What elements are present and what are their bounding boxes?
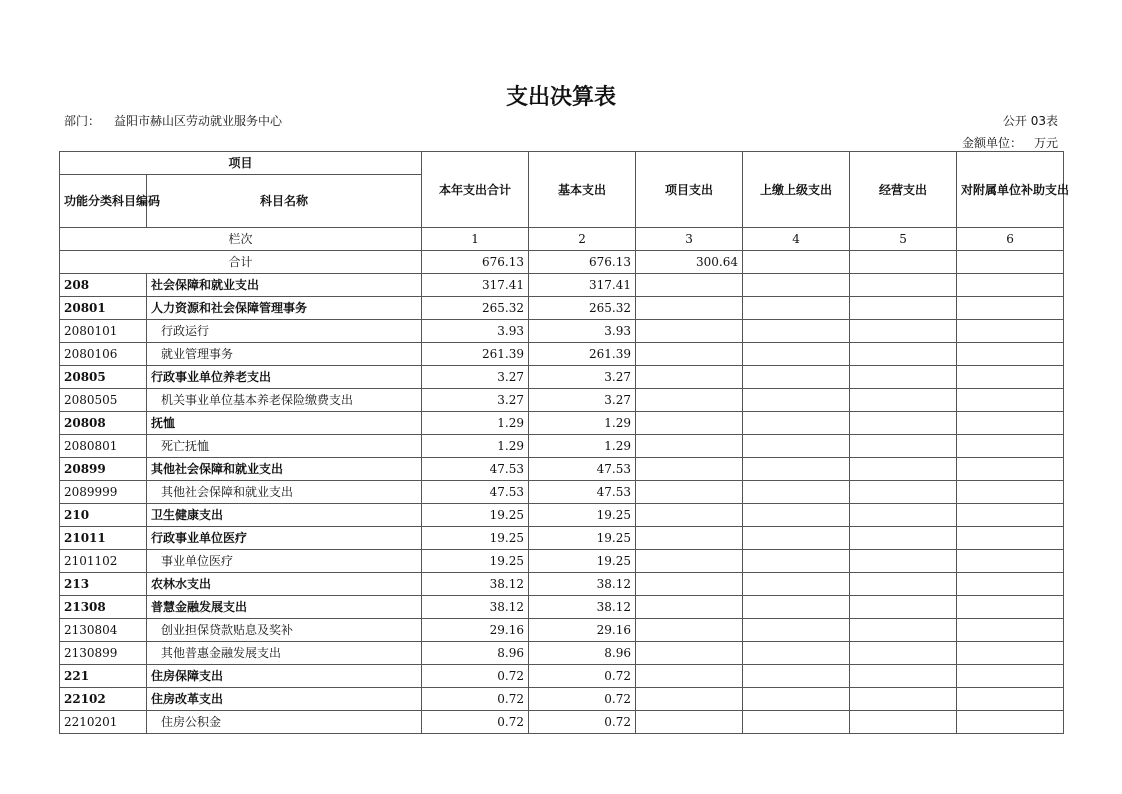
row-upper (743, 642, 850, 665)
row-subsidy (957, 435, 1064, 458)
row-total: 0.72 (422, 688, 529, 711)
row-basic: 19.25 (529, 550, 636, 573)
row-total: 38.12 (422, 573, 529, 596)
row-upper (743, 343, 850, 366)
row-basic: 38.12 (529, 573, 636, 596)
total-row-business (850, 251, 957, 274)
row-code: 22102 (60, 688, 147, 711)
row-business (850, 481, 957, 504)
table-row (60, 458, 1064, 481)
header-upper: 上缴上级支出 (743, 152, 850, 228)
table-row (60, 550, 1064, 573)
table-row (60, 688, 1064, 711)
col-index-3: 3 (636, 228, 743, 251)
header-name: 科目名称 (147, 175, 422, 228)
row-code: 2080101 (60, 320, 147, 343)
row-project (636, 458, 743, 481)
table-row (60, 343, 1064, 366)
row-code: 208 (60, 274, 147, 297)
row-total: 3.27 (422, 366, 529, 389)
row-total: 47.53 (422, 458, 529, 481)
table-row (60, 642, 1064, 665)
table-body (60, 274, 1064, 734)
row-name: 农林水支出 (147, 573, 422, 596)
table-row (60, 274, 1064, 297)
table-row (60, 366, 1064, 389)
row-basic: 317.41 (529, 274, 636, 297)
header-code: 功能分类科目编码 (60, 175, 147, 228)
table-row (60, 711, 1064, 734)
row-business (850, 527, 957, 550)
row-code: 20805 (60, 366, 147, 389)
row-total: 38.12 (422, 596, 529, 619)
row-total: 19.25 (422, 504, 529, 527)
row-business (850, 412, 957, 435)
row-name: 抚恤 (147, 412, 422, 435)
row-total: 1.29 (422, 435, 529, 458)
row-business (850, 274, 957, 297)
col-index-5: 5 (850, 228, 957, 251)
table-row (60, 389, 1064, 412)
table-row (60, 619, 1064, 642)
unit-value: 万元 (1033, 136, 1058, 150)
row-name: 普慧金融发展支出 (147, 596, 422, 619)
row-name: 事业单位医疗 (147, 550, 422, 573)
table-row (60, 481, 1064, 504)
col-index-4: 4 (743, 228, 850, 251)
row-subsidy (957, 389, 1064, 412)
row-subsidy (957, 711, 1064, 734)
row-name: 机关事业单位基本养老保险缴费支出 (147, 389, 422, 412)
row-business (850, 688, 957, 711)
row-upper (743, 711, 850, 734)
row-basic: 1.29 (529, 435, 636, 458)
row-basic: 19.25 (529, 527, 636, 550)
row-code: 2080106 (60, 343, 147, 366)
row-total: 8.96 (422, 642, 529, 665)
row-total: 19.25 (422, 527, 529, 550)
row-name: 死亡抚恤 (147, 435, 422, 458)
row-subsidy (957, 320, 1064, 343)
row-total: 47.53 (422, 481, 529, 504)
row-code: 2130804 (60, 619, 147, 642)
row-code: 213 (60, 573, 147, 596)
table-row (60, 573, 1064, 596)
row-project (636, 642, 743, 665)
row-project (636, 481, 743, 504)
row-project (636, 527, 743, 550)
table-row (60, 504, 1064, 527)
row-basic: 38.12 (529, 596, 636, 619)
row-name: 行政运行 (147, 320, 422, 343)
row-project (636, 550, 743, 573)
row-business (850, 458, 957, 481)
row-project (636, 274, 743, 297)
row-code: 21011 (60, 527, 147, 550)
row-business (850, 665, 957, 688)
row-business (850, 711, 957, 734)
table-row (60, 320, 1064, 343)
row-subsidy (957, 619, 1064, 642)
row-upper (743, 389, 850, 412)
row-project (636, 596, 743, 619)
row-code: 2210201 (60, 711, 147, 734)
row-total: 317.41 (422, 274, 529, 297)
row-upper (743, 366, 850, 389)
row-name: 其他社会保障和就业支出 (147, 458, 422, 481)
unit-label: 金额单位： (961, 136, 1022, 150)
row-subsidy (957, 481, 1064, 504)
row-business (850, 573, 957, 596)
row-business (850, 435, 957, 458)
row-name: 住房保障支出 (147, 665, 422, 688)
row-name: 社会保障和就业支出 (147, 274, 422, 297)
row-total: 0.72 (422, 711, 529, 734)
header-basic: 基本支出 (529, 152, 636, 228)
row-upper (743, 297, 850, 320)
row-business (850, 366, 957, 389)
amount-unit (962, 134, 1058, 151)
row-name: 行政事业单位养老支出 (147, 366, 422, 389)
row-subsidy (957, 297, 1064, 320)
row-name: 住房公积金 (147, 711, 422, 734)
header-total: 本年支出合计 (422, 152, 529, 228)
row-subsidy (957, 343, 1064, 366)
row-code: 20899 (60, 458, 147, 481)
table-row (60, 665, 1064, 688)
row-basic: 47.53 (529, 481, 636, 504)
row-name: 卫生健康支出 (147, 504, 422, 527)
row-project (636, 320, 743, 343)
row-code: 2080505 (60, 389, 147, 412)
row-upper (743, 504, 850, 527)
row-project (636, 412, 743, 435)
row-business (850, 320, 957, 343)
total-row-basic: 676.13 (529, 251, 636, 274)
row-subsidy (957, 366, 1064, 389)
row-upper (743, 688, 850, 711)
row-subsidy (957, 550, 1064, 573)
row-basic: 19.25 (529, 504, 636, 527)
row-code: 2089999 (60, 481, 147, 504)
row-basic: 47.53 (529, 458, 636, 481)
row-upper (743, 274, 850, 297)
row-business (850, 297, 957, 320)
department-line (64, 112, 282, 129)
row-total: 19.25 (422, 550, 529, 573)
row-basic: 261.39 (529, 343, 636, 366)
row-subsidy (957, 504, 1064, 527)
row-code: 221 (60, 665, 147, 688)
page-title: 支出决算表 (505, 85, 616, 110)
row-subsidy (957, 573, 1064, 596)
row-subsidy (957, 458, 1064, 481)
row-project (636, 435, 743, 458)
row-total: 3.93 (422, 320, 529, 343)
total-row-project: 300.64 (636, 251, 743, 274)
row-upper (743, 458, 850, 481)
row-subsidy (957, 688, 1064, 711)
row-upper (743, 573, 850, 596)
row-name: 其他社会保障和就业支出 (147, 481, 422, 504)
row-basic: 265.32 (529, 297, 636, 320)
row-code: 20808 (60, 412, 147, 435)
header-subsidy: 对附属单位补助支出 (957, 152, 1064, 228)
row-basic: 3.27 (529, 389, 636, 412)
row-basic: 1.29 (529, 412, 636, 435)
row-code: 20801 (60, 297, 147, 320)
header-project: 项目支出 (636, 152, 743, 228)
row-name: 创业担保贷款贴息及奖补 (147, 619, 422, 642)
row-basic: 29.16 (529, 619, 636, 642)
row-business (850, 389, 957, 412)
col-index-6: 6 (957, 228, 1064, 251)
department-value: 益阳市赫山区劳动就业服务中心 (114, 114, 283, 128)
row-basic: 3.27 (529, 366, 636, 389)
row-business (850, 596, 957, 619)
row-project (636, 619, 743, 642)
table-row (60, 297, 1064, 320)
row-total: 0.72 (422, 665, 529, 688)
row-project (636, 711, 743, 734)
row-project (636, 343, 743, 366)
row-business (850, 343, 957, 366)
row-code: 2080801 (60, 435, 147, 458)
row-basic: 0.72 (529, 665, 636, 688)
total-row-upper (743, 251, 850, 274)
table-row (60, 596, 1064, 619)
total-row-label: 合计 (60, 251, 422, 274)
row-upper (743, 550, 850, 573)
row-basic: 8.96 (529, 642, 636, 665)
row-name: 人力资源和社会保障管理事务 (147, 297, 422, 320)
row-total: 261.39 (422, 343, 529, 366)
row-project (636, 665, 743, 688)
table-row (60, 412, 1064, 435)
row-name: 就业管理事务 (147, 343, 422, 366)
table-row (60, 527, 1064, 550)
row-total: 265.32 (422, 297, 529, 320)
row-upper (743, 412, 850, 435)
row-project (636, 688, 743, 711)
row-subsidy (957, 665, 1064, 688)
form-number: 公开 03表 (1002, 114, 1058, 128)
row-name: 行政事业单位医疗 (147, 527, 422, 550)
row-business (850, 642, 957, 665)
row-business (850, 550, 957, 573)
row-upper (743, 320, 850, 343)
row-total: 3.27 (422, 389, 529, 412)
department-label: 部门： (64, 114, 101, 128)
row-subsidy (957, 274, 1064, 297)
col-index-label: 栏次 (60, 228, 422, 251)
row-project (636, 297, 743, 320)
row-upper (743, 481, 850, 504)
total-row-total: 676.13 (422, 251, 529, 274)
row-project (636, 366, 743, 389)
row-upper (743, 665, 850, 688)
row-upper (743, 527, 850, 550)
expenditure-table (59, 151, 1070, 734)
row-total: 1.29 (422, 412, 529, 435)
row-code: 21308 (60, 596, 147, 619)
row-project (636, 504, 743, 527)
row-subsidy (957, 527, 1064, 550)
row-business (850, 504, 957, 527)
row-code: 210 (60, 504, 147, 527)
row-subsidy (957, 412, 1064, 435)
row-subsidy (957, 596, 1064, 619)
header-business: 经营支出 (850, 152, 957, 228)
header-item: 项目 (60, 152, 422, 175)
row-name: 其他普惠金融发展支出 (147, 642, 422, 665)
total-row-subsidy (957, 251, 1064, 274)
row-upper (743, 619, 850, 642)
row-project (636, 573, 743, 596)
row-basic: 0.72 (529, 711, 636, 734)
row-upper (743, 435, 850, 458)
row-code: 2130899 (60, 642, 147, 665)
row-project (636, 389, 743, 412)
table-row (60, 435, 1064, 458)
row-code: 2101102 (60, 550, 147, 573)
row-subsidy (957, 642, 1064, 665)
row-basic: 0.72 (529, 688, 636, 711)
col-index-2: 2 (529, 228, 636, 251)
row-basic: 3.93 (529, 320, 636, 343)
col-index-1: 1 (422, 228, 529, 251)
row-business (850, 619, 957, 642)
row-name: 住房改革支出 (147, 688, 422, 711)
row-upper (743, 596, 850, 619)
row-total: 29.16 (422, 619, 529, 642)
